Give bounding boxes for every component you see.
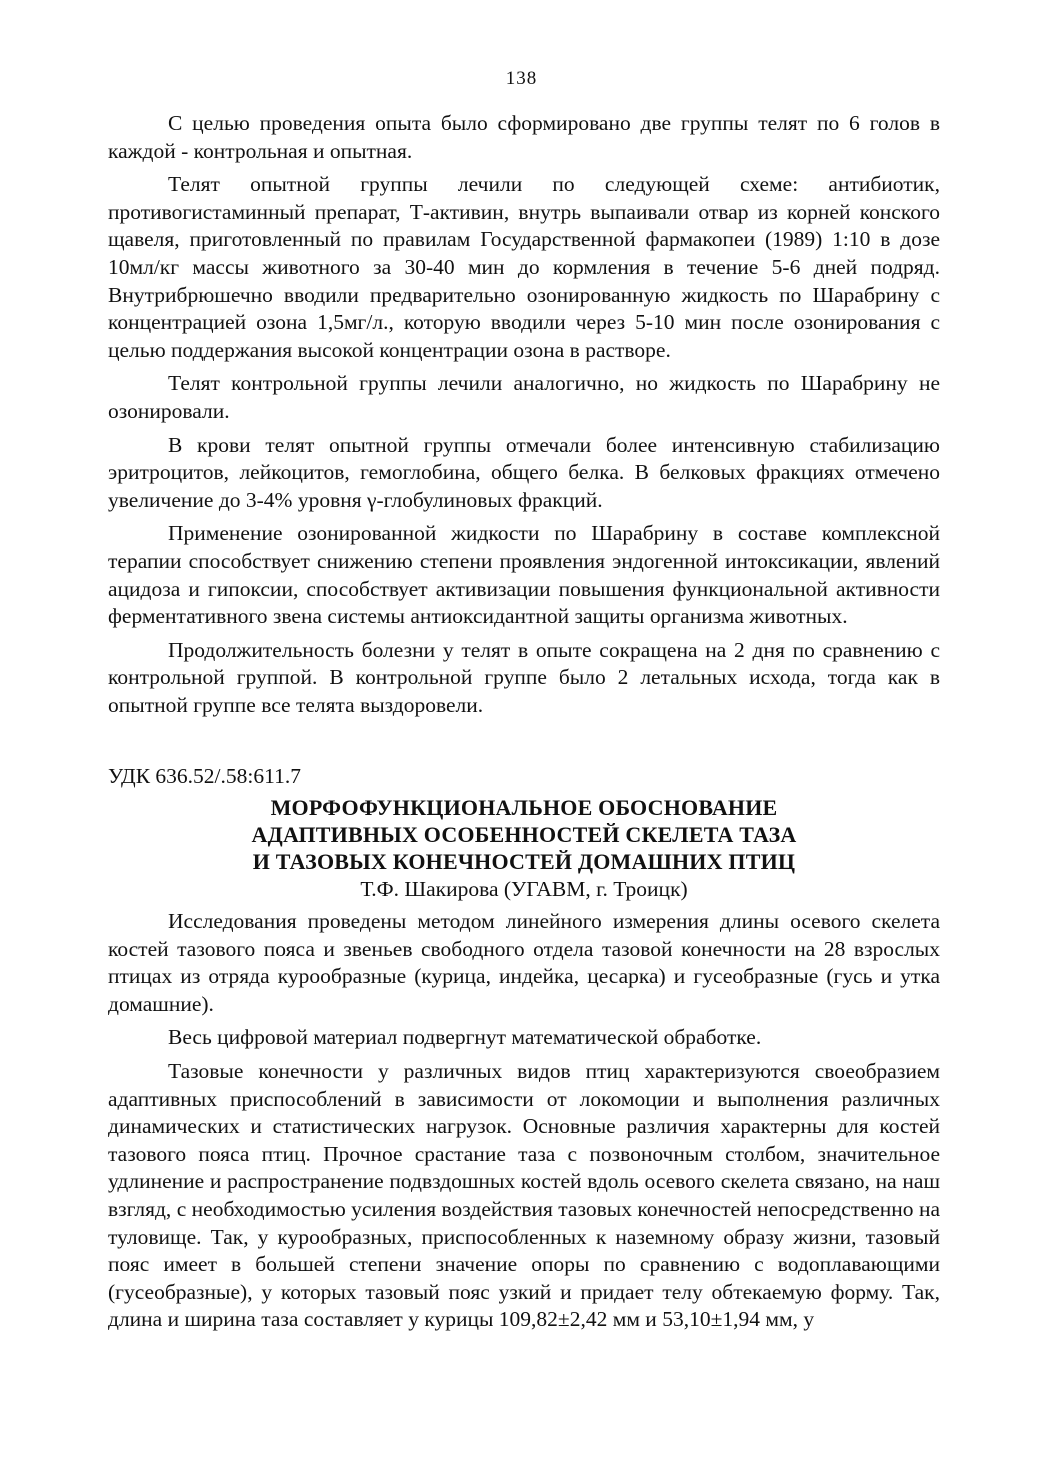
- paragraph: С целью проведения опыта было сформировано две группы телят по 6 голов в каждой - контрольная и опытная.: [108, 111, 940, 163]
- paragraph: Продолжительность болезни у телят в опыте сокращена на 2 дня по сравнению с контрольной группой. В контрольной группе было 2 летальных исхода, тогда как в опытной группе все телята выздоровели.: [108, 637, 940, 717]
- paragraph: В крови телят опытной группы отмечали более интенсивную стабилизацию эритроцитов, лейкоцитов, гемоглобина, общего белка. В белковых фракциях отмечено увеличение до 3-4% уровня γ-глобулиновых фракций.: [108, 432, 940, 512]
- paragraph: Исследования проведены методом линейного измерения длины осевого скелета костей тазового пояса и звеньев свободного отдела тазовой конечности на 28 взрослых птицах из отряда курообразные (курица, индейка, цесарка) и гусеобразные (гусь и утка домашние).: [108, 909, 940, 1016]
- paragraph: Весь цифровой материал подвергнут математической обработке.: [168, 1025, 762, 1050]
- article-body: [108, 908, 940, 1340]
- article-title-line: И ТАЗОВЫХ КОНЕЧНОСТЕЙ ДОМАШНИХ ПТИЦ: [252, 849, 796, 874]
- paragraph: Телят контрольной группы лечили аналогично, но жидкость по Шарабрину не озонировали.: [108, 371, 940, 423]
- paragraph: Телят опытной группы лечили по следующей схеме: антибиотик, противогистаминный препарат, Т-активин, внутрь выпаивали отвар из корней конского щавеля, приготовленный по правилам Государственной фармакопеи (1989) 1:10 в дозе 10мл/кг массы животного за 30-40 мин до кормления в течение 5-6 дней подряд. Внутрибрюшечно вводили предварительно озонированную жидкость по Шарабрину с концентрацией озона 1,5мг/л., которую вводили через 5-10 мин после озонирования с целью поддержания высокой концентрации озона в растворе.: [108, 172, 940, 362]
- article-header: [108, 794, 940, 903]
- previous-article-text: [108, 110, 940, 725]
- udc-code: УДК 636.52/.58:611.7: [108, 764, 301, 788]
- article-title-line: МОРФОФУНКЦИОНАЛЬНОЕ ОБОСНОВАНИЕ: [270, 795, 778, 820]
- paragraph: Тазовые конечности у различных видов птиц характеризуются своеобразием адаптивных приспособлений в зависимости от локомоции и выполнения различных динамических и статистических нагрузок. Основные различия характерны для костей тазового пояса птиц. Прочное срастание таза с позвоночным столбом, значительное удлинение и распространение подвздошных костей вдоль осевого скелета связано, на наш взгляд, с необходимостью усиления воздействия тазовых конечностей непосредственно на туловище. Так, у курообразных, приспособленных к наземному образу жизни, тазовый пояс имеет в большей степени значение опоры по сравнению с водоплавающими (гусеобразные), у которых тазовый пояс узкий и придает телу обтекаемую форму. Так, длина и ширина таза составляет у курицы 109,82±2,42 мм и 53,10±1,94 мм, у: [108, 1058, 940, 1332]
- article-authors: Т.Ф. Шакирова (УГАВМ, г. Троицк): [360, 877, 688, 901]
- page-number: 138: [505, 68, 538, 89]
- paragraph: Применение озонированной жидкости по Шарабрину в составе комплексной терапии способствует снижению степени проявления эндогенной интоксикации, явлений ацидоза и гипоксии, способствует активизации повышения функциональной активности ферментативного звена системы антиоксидантной защиты организма животных.: [108, 521, 940, 629]
- article-title-line: АДАПТИВНЫХ ОСОБЕННОСТЕЙ СКЕЛЕТА ТАЗА: [251, 822, 797, 847]
